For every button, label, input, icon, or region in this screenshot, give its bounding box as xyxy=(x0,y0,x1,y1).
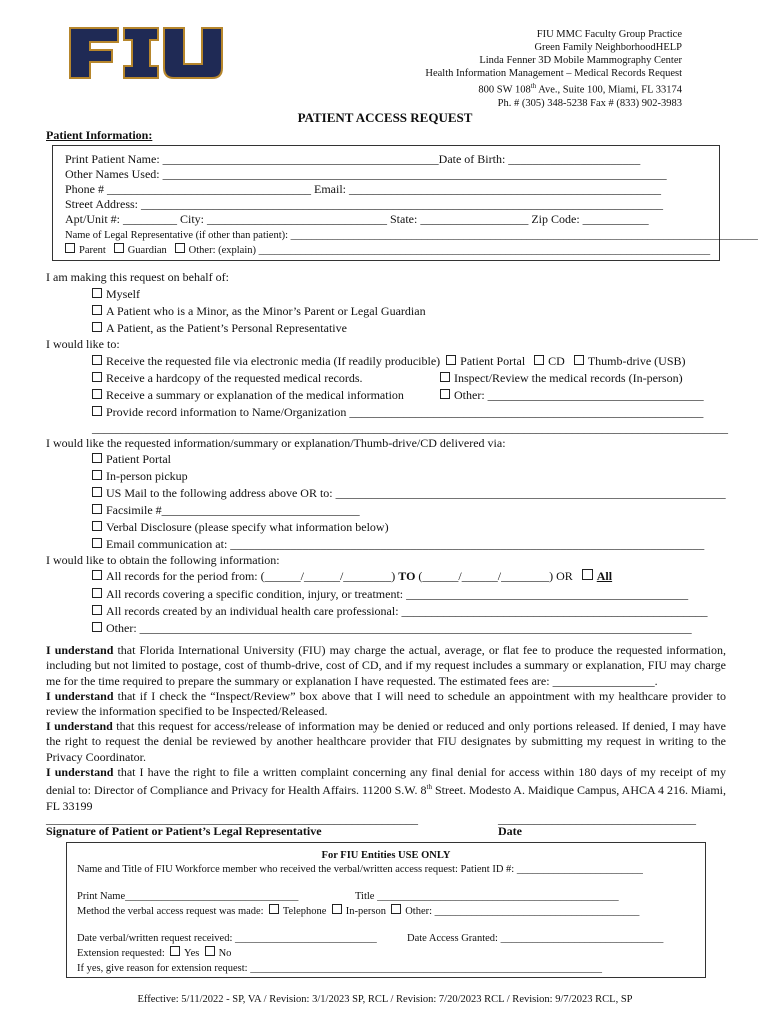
delivery-verbal[interactable]: Verbal Disclosure (please specify what information below) xyxy=(92,520,389,535)
signature-line[interactable]: ______________________________________________________________ xyxy=(46,812,418,826)
patient-name-field[interactable]: Print Patient Name: ______________________________________________Date of Birth: ______________________ xyxy=(65,152,641,166)
print-name-field[interactable]: Print Name_________________________________ xyxy=(77,891,299,902)
header-block xyxy=(425,28,682,110)
delivery-mail-checkbox[interactable] xyxy=(92,487,102,497)
other-request-checkbox[interactable] xyxy=(440,389,450,399)
obtain-period[interactable]: All records for the period from: (______/______/________) TO (______/______/________) OR All xyxy=(92,569,612,584)
inspect-checkbox[interactable] xyxy=(440,372,450,382)
behalf-heading: I am making this request on behalf of: xyxy=(46,270,229,284)
header-phone: Ph. # (305) 348-5238 Fax # (833) 902-3983 xyxy=(497,97,682,109)
hardcopy-checkbox[interactable] xyxy=(92,372,102,382)
header-line: FIU MMC Faculty Group Practice xyxy=(536,29,682,40)
patient-info-box xyxy=(52,145,758,261)
header-line: Linda Fenner 3D Mobile Mammography Center xyxy=(479,55,682,66)
behalf-option-minor[interactable]: A Patient who is a Minor, as the Minor’s Parent or Legal Guardian xyxy=(92,304,426,319)
obtain-other-checkbox[interactable] xyxy=(92,622,102,632)
signature-label: Signature of Patient or Patient’s Legal Representative xyxy=(46,824,322,838)
in-person-checkbox[interactable] xyxy=(332,904,342,914)
summary-checkbox[interactable] xyxy=(92,389,102,399)
header-line: Green Family NeighborhoodHELP xyxy=(534,42,682,53)
all-records-checkbox[interactable] xyxy=(582,569,593,580)
city-state-zip-field[interactable]: Apt/Unit #: _________ City: ______________________________ State: __________________ Zip Code: ___________ xyxy=(65,212,649,226)
date-received-field[interactable]: Date verbal/written request received: ___________________________ xyxy=(77,933,377,944)
relationship-row: Parent Guardian Other: (explain) ______________________________________________________________________________________ xyxy=(65,243,710,258)
electronic-media-option[interactable]: Receive the requested file via electronic media (If readily producible) Patient Portal CD Thumb-drive (USB) xyxy=(92,354,686,369)
summary-option[interactable]: Receive a summary or explanation of the medical information xyxy=(92,388,404,403)
legal-rep-field[interactable]: Name of Legal Representative (if other than patient): _________________________________________________________________________________________ xyxy=(65,230,758,241)
title-field[interactable]: Title ______________________________________________ xyxy=(355,891,619,902)
hardcopy-option[interactable]: Receive a hardcopy of the requested medical records. xyxy=(92,371,363,386)
delivery-fax-checkbox[interactable] xyxy=(92,504,102,514)
behalf-option-myself[interactable]: Myself xyxy=(92,287,140,302)
header-line: Health Information Management – Medical Records Request xyxy=(425,68,682,79)
minor-checkbox[interactable] xyxy=(92,305,102,315)
would-like-heading: I would like to: xyxy=(46,337,120,351)
understand-denial: I understand that this request for access/release of information may be denied or reduced and only portions released. If denied, I may have the right to request the denial be reviewed by another healthcare provider that FIU designates by submitting my request in writing to the Privacy Coordinator. xyxy=(46,719,726,764)
parent-checkbox[interactable] xyxy=(65,243,75,253)
revision-footer: Effective: 5/11/2022 - SP, VA / Revision: 3/1/2023 SP, RCL / Revision: 7/20/2023 RCL / Revision: 9/7/2023 RCL, SP xyxy=(137,994,633,1005)
delivery-portal[interactable]: Patient Portal xyxy=(92,452,171,467)
fiu-use-only-box xyxy=(66,842,706,978)
page-title: PATIENT ACCESS REQUEST xyxy=(297,110,473,125)
myself-checkbox[interactable] xyxy=(92,288,102,298)
understand-complaint: I understand that I have the right to file a written complaint concerning any final denial for access within 180 days of my receipt of my denial to: Director of Compliance and Privacy for Health Affairs. 11200 S.W. 8th Street. Modesto A. Maidique Campus, AHCA 4 216. Miami, FL 33199 xyxy=(46,765,726,813)
thumb-drive-checkbox[interactable] xyxy=(574,355,584,365)
delivery-fax[interactable]: Facsimile #_________________________________ xyxy=(92,503,360,518)
other-relationship-checkbox[interactable] xyxy=(175,243,185,253)
date-label: Date xyxy=(498,824,522,838)
portal-checkbox[interactable] xyxy=(446,355,456,365)
fiu-logo xyxy=(66,24,226,82)
date-granted-field[interactable]: Date Access Granted: _______________________________ xyxy=(407,933,664,944)
cd-checkbox[interactable] xyxy=(534,355,544,365)
extension-no-checkbox[interactable] xyxy=(205,946,215,956)
understand-fees: I understand that Florida International University (FIU) may charge the actual, average, or flat fee to produce the requested information, including but not limited to postage, cost of thumb-drive, cost of CD, and if my request includes a summary or explanation, FIU may charge me for the time required to prepare the summary or explanation I have requested. The estimated fees are: _________________. xyxy=(46,643,727,688)
understand-inspect: I understand that if I check the “Inspect/Review” box above that I will need to schedule an appointment with my healthcare provider to review the information specified to be Inspected/Released. xyxy=(46,689,727,719)
workforce-member-field[interactable]: Name and Title of FIU Workforce member who received the verbal/written access request: Patient ID #: ________________________ xyxy=(77,864,643,875)
electronic-checkbox[interactable] xyxy=(92,355,102,365)
delivery-portal-checkbox[interactable] xyxy=(92,453,102,463)
delivery-mail[interactable]: US Mail to the following address above OR to: _________________________________________________________________ xyxy=(92,486,726,501)
patient-info-label: Patient Information: xyxy=(46,128,153,142)
condition-checkbox[interactable] xyxy=(92,588,102,598)
street-address-field[interactable]: Street Address: _______________________________________________________________________________________ xyxy=(65,197,663,211)
other-names-field[interactable]: Other Names Used: ____________________________________________________________________________________ xyxy=(65,167,667,181)
fiu-box-title: For FIU Entities USE ONLY xyxy=(321,850,451,861)
date-line[interactable]: _________________________________ xyxy=(498,812,696,826)
extension-yes-checkbox[interactable] xyxy=(170,946,180,956)
delivery-pickup-checkbox[interactable] xyxy=(92,470,102,480)
inspect-option[interactable]: Inspect/Review the medical records (In-person) xyxy=(440,371,683,386)
telephone-checkbox[interactable] xyxy=(269,904,279,914)
extension-reason-field[interactable]: If yes, give reason for extension request: ___________________________________________________________________ xyxy=(77,963,602,974)
representative-checkbox[interactable] xyxy=(92,322,102,332)
provide-option[interactable]: Provide record information to Name/Organization ___________________________________________________________ xyxy=(92,405,703,420)
delivery-email[interactable]: Email communication at: _______________________________________________________________________________ xyxy=(92,537,704,552)
provide-line2[interactable]: __________________________________________________________________________________________________________ xyxy=(92,421,728,435)
obtain-condition[interactable]: All records covering a specific condition, injury, or treatment: _______________________________________________ xyxy=(92,587,688,602)
provide-checkbox[interactable] xyxy=(92,406,102,416)
method-row: Method the verbal access request was made: Telephone In-person Other: _______________________________________ xyxy=(77,906,640,917)
phone-email-field[interactable]: Phone # __________________________________ Email: ____________________________________________________ xyxy=(65,182,661,196)
obtain-provider[interactable]: All records created by an individual health care professional: ___________________________________________________ xyxy=(92,604,708,619)
guardian-checkbox[interactable] xyxy=(114,243,124,253)
delivery-pickup[interactable]: In-person pickup xyxy=(92,469,188,484)
behalf-option-representative[interactable]: A Patient, as the Patient’s Personal Representative xyxy=(92,321,347,336)
period-checkbox[interactable] xyxy=(92,570,102,580)
method-other-checkbox[interactable] xyxy=(391,904,401,914)
other-request-option[interactable]: Other: ____________________________________ xyxy=(440,388,704,403)
obtain-heading: I would like to obtain the following information: xyxy=(46,553,280,567)
obtain-other[interactable]: Other: ____________________________________________________________________________________________ xyxy=(92,621,692,636)
delivery-verbal-checkbox[interactable] xyxy=(92,521,102,531)
header-address: 800 SW 108th Ave., Suite 100, Miami, FL 33174 xyxy=(478,82,682,96)
delivery-email-checkbox[interactable] xyxy=(92,538,102,548)
delivery-heading: I would like the requested information/summary or explanation/Thumb-drive/CD delivered via: xyxy=(46,436,506,450)
extension-row: Extension requested: Yes No xyxy=(77,948,232,959)
provider-checkbox[interactable] xyxy=(92,605,102,615)
